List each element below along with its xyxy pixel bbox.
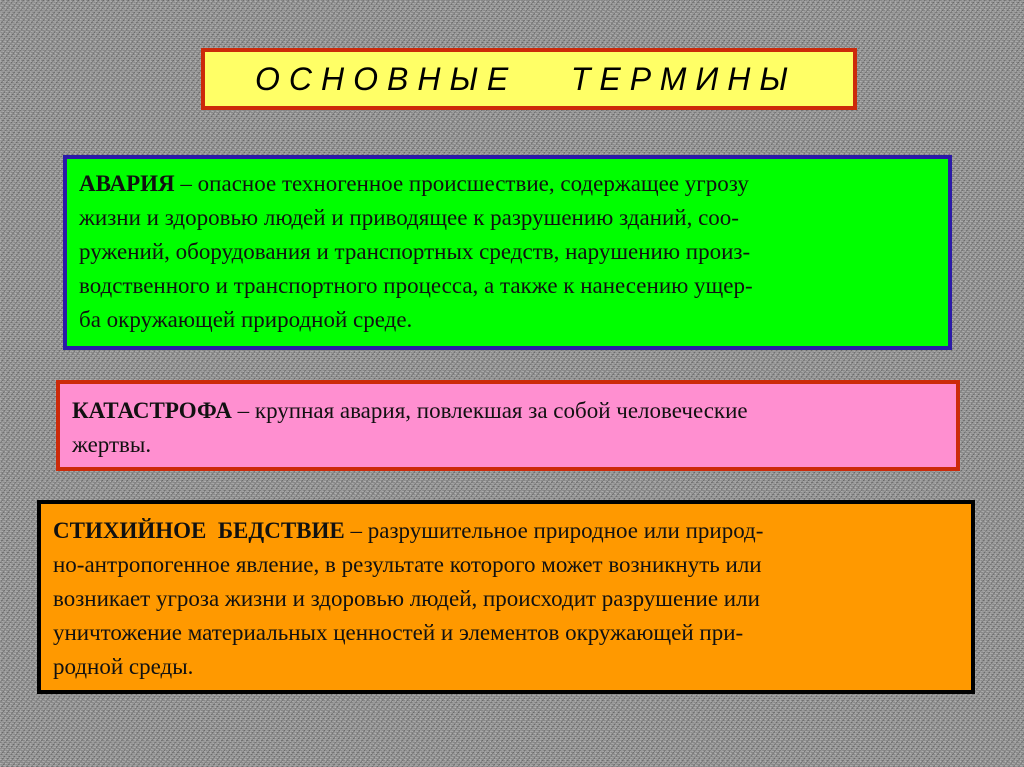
title-box [201, 48, 857, 110]
definition-text: ружений, оборудования и транспортных средств, нарушению произ- [79, 239, 751, 264]
definition-text: родной среды. [53, 654, 194, 679]
definition-text: но-антропогенное явление, в результате которого может возникнуть или [53, 552, 762, 577]
definition-first-line [53, 514, 961, 548]
slide-title: ОСНОВНЫЕ ТЕРМИНЫ [255, 60, 797, 97]
definition-first-line [79, 167, 938, 201]
definition-term: АВАРИЯ [79, 171, 175, 196]
definition-text: ба окружающей природной среде. [79, 307, 413, 332]
definition-text: уничтожение материальных ценностей и элементов окружающей при- [53, 620, 744, 645]
definition-dash: – [174, 171, 198, 196]
definition-avaria [63, 155, 952, 350]
definition-first-line [72, 394, 946, 428]
definition-text: возникает угроза жизни и здоровью людей, происходит разрушение или [53, 586, 760, 611]
definition-text: водственного и транспортного процесса, а также к нанесению ущер- [79, 273, 753, 298]
definition-stihiya [37, 500, 975, 694]
definition-dash: – [231, 398, 255, 423]
definition-term: КАТАСТРОФА [72, 398, 232, 423]
definition-text: опасное техногенное происшествие, содержащее угрозу [197, 171, 749, 196]
definition-term: СТИХИЙНОЕ БЕДСТВИЕ [53, 518, 345, 543]
definition-text: крупная авария, повлекшая за собой человеческие [254, 398, 748, 423]
definition-text: жертвы. [72, 432, 152, 457]
definition-text: жизни и здоровью людей и приводящее к разрушению зданий, соо- [79, 205, 739, 230]
definition-katastrofa [56, 380, 960, 471]
definition-text: разрушительное природное или природ- [367, 518, 764, 543]
definition-dash: – [344, 518, 368, 543]
